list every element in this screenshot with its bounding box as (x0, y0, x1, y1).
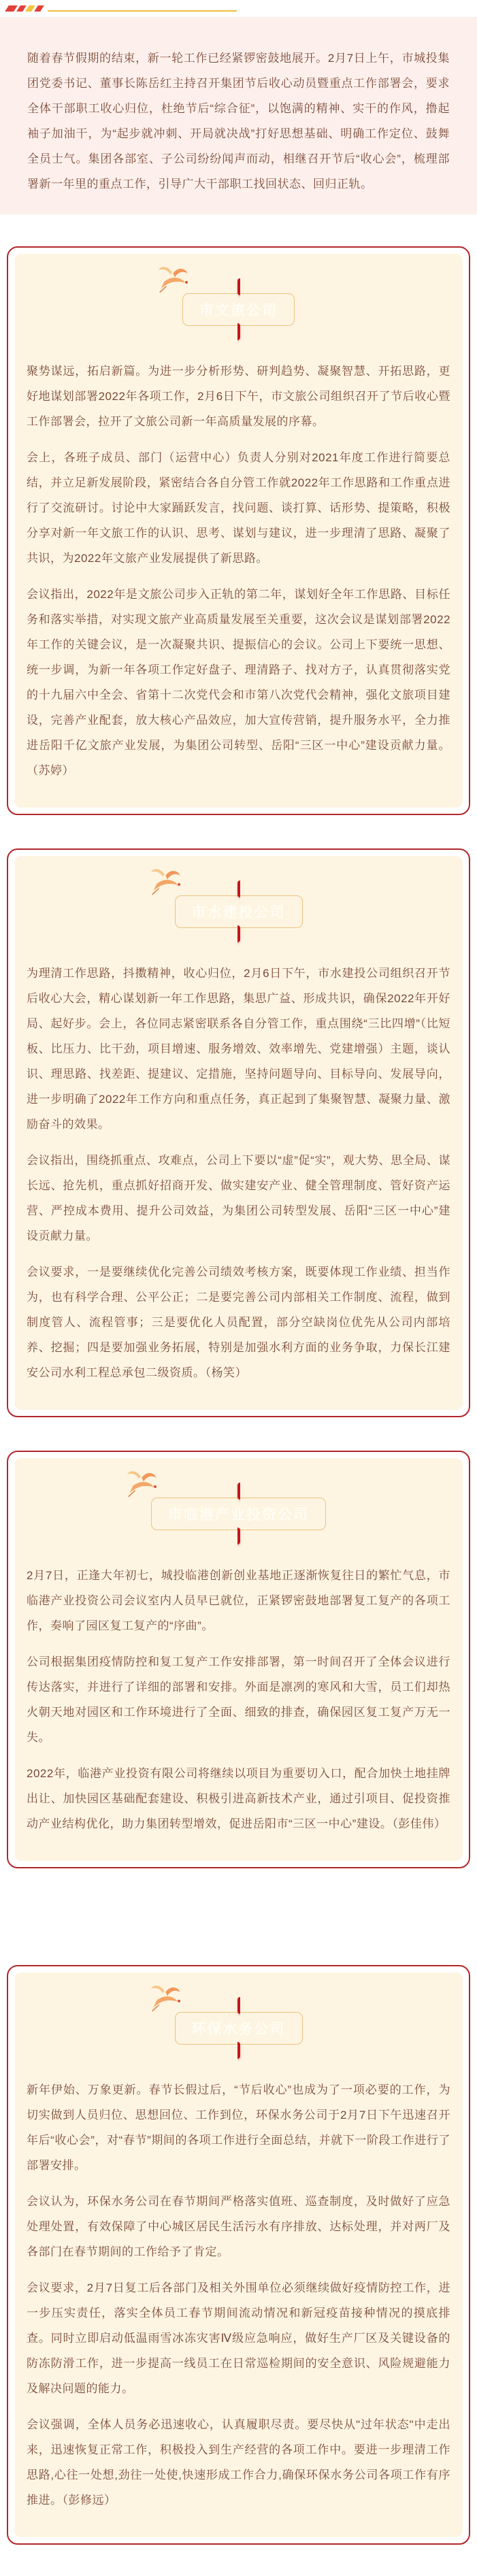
card-paragraph: 为理清工作思路，抖擞精神，收心归位，2月6日下午，市水建投公司组织召开节后收心大会，精心谋划新一年工作思路，集思广益、形成共识，确保2022年开好局、起好步。会上，各位同志紧密联系各自分管工作，重点围绕“三比四增”（比短板、比压力、比干劲，项目增速、服务增效、效率增先、党建增强）主题，谈认识、理思路、找差距、提建议、定措施，坚持问题导向、目标导向、发展导向，进一步明确了2022年工作方向和重点任务，真正起到了集聚智慧、凝聚力量、激励奋斗的效果。 (27, 967, 450, 1131)
company-badge (175, 883, 303, 940)
badge-plate (182, 278, 295, 340)
intro-panel (0, 17, 477, 214)
badge-row (27, 2000, 450, 2057)
card-paragraph: 新年伊始、万象更新。春节长假过后，“节后收心”也成为了一项必要的工作，为切实做到人员归位、思想回位、工作到位，环保水务公司于2月7日下午迅速召开年后“收心会”，对“春节”期间的各项工作进行全面总结，并就下一阶段工作进行了部署安排。 (27, 2083, 450, 2172)
badge-row (27, 1485, 450, 1542)
crane-icon (148, 865, 186, 897)
company-badge (151, 1485, 326, 1542)
company-title: 市文旅公司 (182, 293, 295, 326)
card-paragraph: 会议认为，环保水务公司在春节期间严格落实值班、巡查制度，及时做好了应急处理处置，有效保障了中心城区居民生活污水有序排放、达标处理，并对两厂及各部门在春节期间的工作给予了肯定。 (27, 2195, 450, 2258)
slash-icon (34, 5, 44, 12)
card-paragraph: 聚势谋远，拓启新篇。为进一步分析形势、研判趋势、凝聚智慧、开拓思路，更好地谋划部署2022年各项工作，2月6日下午，市文旅公司组织召开了节后收心暨工作部署会，拉开了文旅公司新一年高质量发展的序幕。 (27, 365, 450, 428)
card-inner-panel (14, 1972, 463, 2537)
crane-icon (155, 263, 193, 295)
badge-plate (175, 1997, 303, 2059)
card-paragraph: 2月7日，正逢大年初七，城投临港创新创业基地正逐渐恢复往日的繁忙气息，市临港产业投资公司会议室内人员早已就位，正紧锣密鼓地部署复工复产的各项工作，奏响了园区复工复产的“序曲”。 (27, 1569, 450, 1632)
company-card-huanbaoshui (7, 1965, 470, 2545)
company-title: 环保水务公司 (175, 2012, 303, 2045)
badge-row (27, 281, 450, 338)
card-paragraph: 会议指出，围绕抓重点、攻难点，公司上下要以“虚”促“实”，观大势、思全局、谋长远、抢先机，重点抓好招商开发、做实建安产业、健全管理制度、管好资产运营、严控成本费用、提升公司效益，为集团公司转型发展、岳阳“三区一中心”建设贡献力量。 (27, 1154, 450, 1242)
card-paragraph: 会上，各班子成员、部门（运营中心）负责人分别对2021年度工作进行简要总结，并立足新发展阶段，紧密结合各自分管工作就2022年工作思路和工作重点进行了交流研讨。讨论中大家踊跃发言，找问题、谈打算、话形势、提策略，积极分享对新一年文旅工作的认识、思考、谋划与建议，进一步理清了思路、凝聚了共识，为2022年文旅产业发展提供了新思路。 (27, 451, 450, 565)
card-paragraph: 会议指出，2022年是文旅公司步入正轨的第二年，谋划好全年工作思路、目标任务和落实举措，对实现文旅产业高质量发展至关重要，这次会议是谋划部署2022年工作的关键会议，是一次凝聚共识、提振信心的会议。公司上下要统一思想、统一步调，为新一年各项工作定好盘子、理清路子、找对方子，认真贯彻落实党的十九届六中全会、省第十二次党代会和市第八次党代会精神，强化文旅项目建设，完善产业配套，放大核心产品效应，加大宣传营销，提升服务水平，全力推进岳阳千亿文旅产业发展，为集团公司转型、岳阳“三区一中心”建设贡献力量。（苏婷） (27, 588, 450, 777)
slash-icon (5, 5, 18, 12)
company-title: 市临港产业投资公司 (151, 1498, 326, 1530)
card-inner-panel (14, 856, 463, 1410)
company-title: 市水建投公司 (175, 895, 303, 928)
badge-plate (175, 880, 303, 942)
card-paragraph: 公司根据集团疫情防控和复工复产工作安排部署，第一时间召开了全体会议进行传达落实，并进行了详细的部署和安排。外面是凛冽的寒风和大雪，员工们却热火朝天地对园区和工作环境进行了全面、细致的排查，确保园区复工复产万无一失。 (27, 1655, 450, 1744)
company-card-shuijiantou (7, 848, 470, 1417)
crane-icon (148, 1982, 186, 2013)
intro-paragraph: 随着春节假期的结束，新一轮工作已经紧锣密鼓地展开。2月7日上午，市城投集团党委书记、董事长陈岳红主持召开集团节后收心动员暨重点工作部署会，要求全体干部职工收心归位，杜绝节后“综合征”，以饱满的精神、实干的作风，撸起袖子加油干，为“起步就冲刺、开局就决战”打好思想基础、明确工作定位、鼓舞全员士气。集团各部室、子公司纷纷闻声而动，相继召开节后“收心会”，梳理部署新一年里的重点工作，引导广大干部职工找回状态、回归正轨。 (27, 52, 450, 191)
top-decoration (0, 0, 477, 17)
card-paragraph: 会议强调，全体人员务必迅速收心，认真履职尽责。要尽快从"过年状态"中走出来，迅速恢复正常工作，积极投入到生产经营的各项工作中。要进一步理清工作思路,心往一处想,劲往一处使,快速形成工作合力,确保环保水务公司各项工作有序推进。（彭修远） (27, 2418, 450, 2507)
badge-row (27, 883, 450, 940)
decorative-line (48, 10, 237, 12)
company-badge (175, 2000, 303, 2057)
badge-plate (151, 1483, 326, 1545)
card-paragraph: 会议要求，一是要继续优化完善公司绩效考核方案，既要体现工作业绩、担当作为，也有科学合理、公平公正；二是要完善公司内部相关工作制度、流程，做到制度管人、流程管事；三是要优化人员配置，部分空缺岗位优先从公司内部培养、挖掘；四是要加强业务拓展，特别是加强水利方面的业务争取，力保长江建安公司水利工程总承包二级资质。（杨笑） (27, 1266, 450, 1379)
company-card-lingang (7, 1451, 470, 1868)
crane-icon (124, 1468, 162, 1499)
company-badge (182, 281, 295, 338)
card-paragraph: 会议要求，2月7日复工后各部门及相关外围单位必须继续做好疫情防控工作，进一步压实责任，落实全体员工春节期间流动情况和新冠疫苗接种情况的摸底排查。同时立即启动低温雨雪冰冻灾害Ⅳ级应急响应，做好生产厂区及关键设备的防冻防滑工作，进一步提高一线员工在日常巡检期间的安全意识、风险规避能力及解决问题的能力。 (27, 2281, 450, 2395)
card-inner-panel (14, 1458, 463, 1861)
card-inner-panel (14, 254, 463, 808)
card-paragraph: 2022年，临港产业投资有限公司将继续以项目为重要切入口，配合加快土地挂牌出让、加快园区基础配套建设、积极引进高新技术产业，通过引项目、促投资推动产业结构优化，助力集团转型增效，促进岳阳市“三区一中心”建设。（彭佳伟） (27, 1767, 450, 1830)
company-card-wenlv (7, 246, 470, 815)
